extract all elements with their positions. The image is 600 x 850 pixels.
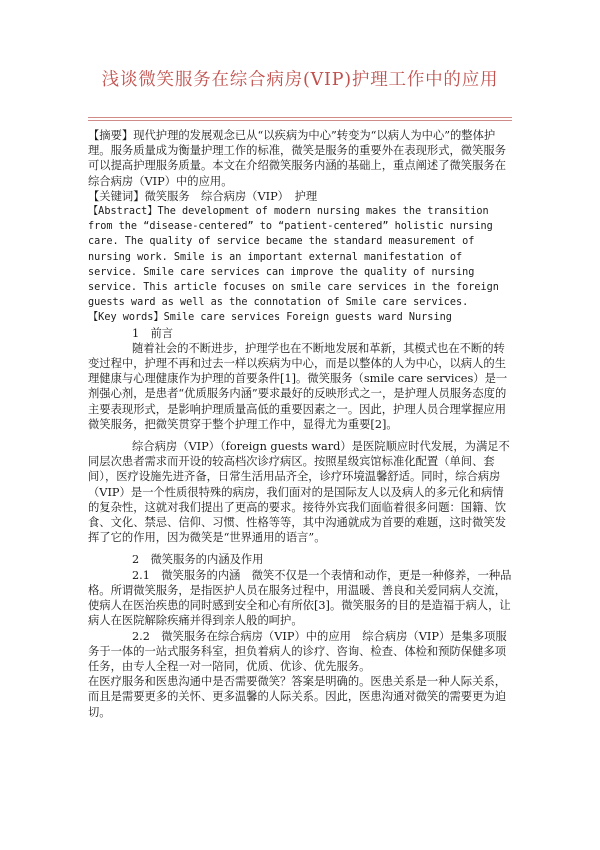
section-2-2-paragraph: 2.2 微笑服务在综合病房（VIP）中的应用 综合病房（VIP）是集多项服务于一体的一站式服务科室，担负着病人的诊疗、咨询、检查、体检和预防保健多项任务，由专人全程一对一陪同，优质、优诊、优先服务。 <box>88 629 507 673</box>
article-body <box>88 128 512 720</box>
keywords-en: 【Key words】Smile care services Foreign guests ward Nursing <box>88 312 452 324</box>
abstract-en: 【Abstract】The development of modern nursing makes the transition from the “disease-centered” to “patient-centered” holistic nursing care. The quality of service became the standard measurement of nursing work. Smile is an important external manifestation of service. Smile care services can improve the quality of nursing service. This article focuses on smile care services in the foreign guests ward as well as the connotation of Smile care services. <box>88 206 499 309</box>
abstract-cn: 【摘要】现代护理的发展观念已从“以疾病为中心”转变为“以病人为中心”的整体护理。服务质量成为衡量护理工作的标准，微笑是服务的重要外在表现形式，微笑服务可以提高护理服务质量。本文在介绍微笑服务内涵的基础上，重点阐述了微笑服务在综合病房（VIP）中的应用。 <box>88 129 506 188</box>
section-2-3-paragraph: 在医疗服务和医患沟通中是否需要微笑？答案是明确的。医患关系是一种人际关系，而且是需要更多的关怀、更多温馨的人际关系。因此，医患沟通对微笑的需要更为迫切。 <box>88 675 506 719</box>
section-1-paragraph-1: 随着社会的不断进步，护理学也在不断地发展和革新，其模式也在不断的转变过程中，护理不再和过去一样以疾病为中心，而是以整体的人为中心，以病人的生理健康与心理健康作为护理的首要条件[1]。微笑服务（smile care services）是一剂强心剂，是患者“优质服务内涵”要求最好的反映形式之一，是护理人员服务态度的主要表现形式，是影响护理质量高低的重要因素之一。因此，护理人员合理掌握应用微笑服务，把微笑贯穿于整个护理工作中，显得尤为重要[2]。 <box>88 341 508 431</box>
section-2-heading: 2 微笑服务的内涵及作用 <box>132 553 264 567</box>
article-title: 浅谈微笑服务在综合病房(VIP)护理工作中的应用 <box>101 70 499 90</box>
keywords-cn: 【关键词】微笑服务 综合病房（VIP） 护理 <box>88 189 318 203</box>
section-1-heading: 1 前言 <box>132 326 174 340</box>
title-divider-top <box>88 117 512 118</box>
title-divider-bottom <box>88 120 512 121</box>
section-1-paragraph-2: 综合病房（VIP）（foreign guests ward）是医院顺应时代发展，为满足不同层次患者需求而开设的较高档次诊疗病区。按照星级宾馆标准化配置（单间、套间），医疗设施先进齐备，日常生活用品齐全，诊疗环境温馨舒适。同时，综合病房（VIP）是一个性质很特殊的病房，我们面对的是国际友人以及病人的多元化和病情的复杂性，这就对我们提出了更高的要求。接待外宾我们面临着很多问题：国籍、饮食、文化、禁忌、信仰、习惯、性格等等，其中沟通就成为首要的难题，这时微笑发挥了它的作用，因为微笑是“世界通用的语言”。 <box>88 440 510 545</box>
section-2-1-paragraph: 2.1 微笑服务的内涵 微笑不仅是一个表情和动作，更是一种修养，一种品格。所谓微笑服务，是指医护人员在服务过程中，用温暖、善良和关爱同病人交流，使病人在医治疾患的同时感到安全和心有所依[3]。微笑服务的目的是造福于病人，让病人在医院解除疾痛并得到亲人般的呵护。 <box>88 568 512 628</box>
